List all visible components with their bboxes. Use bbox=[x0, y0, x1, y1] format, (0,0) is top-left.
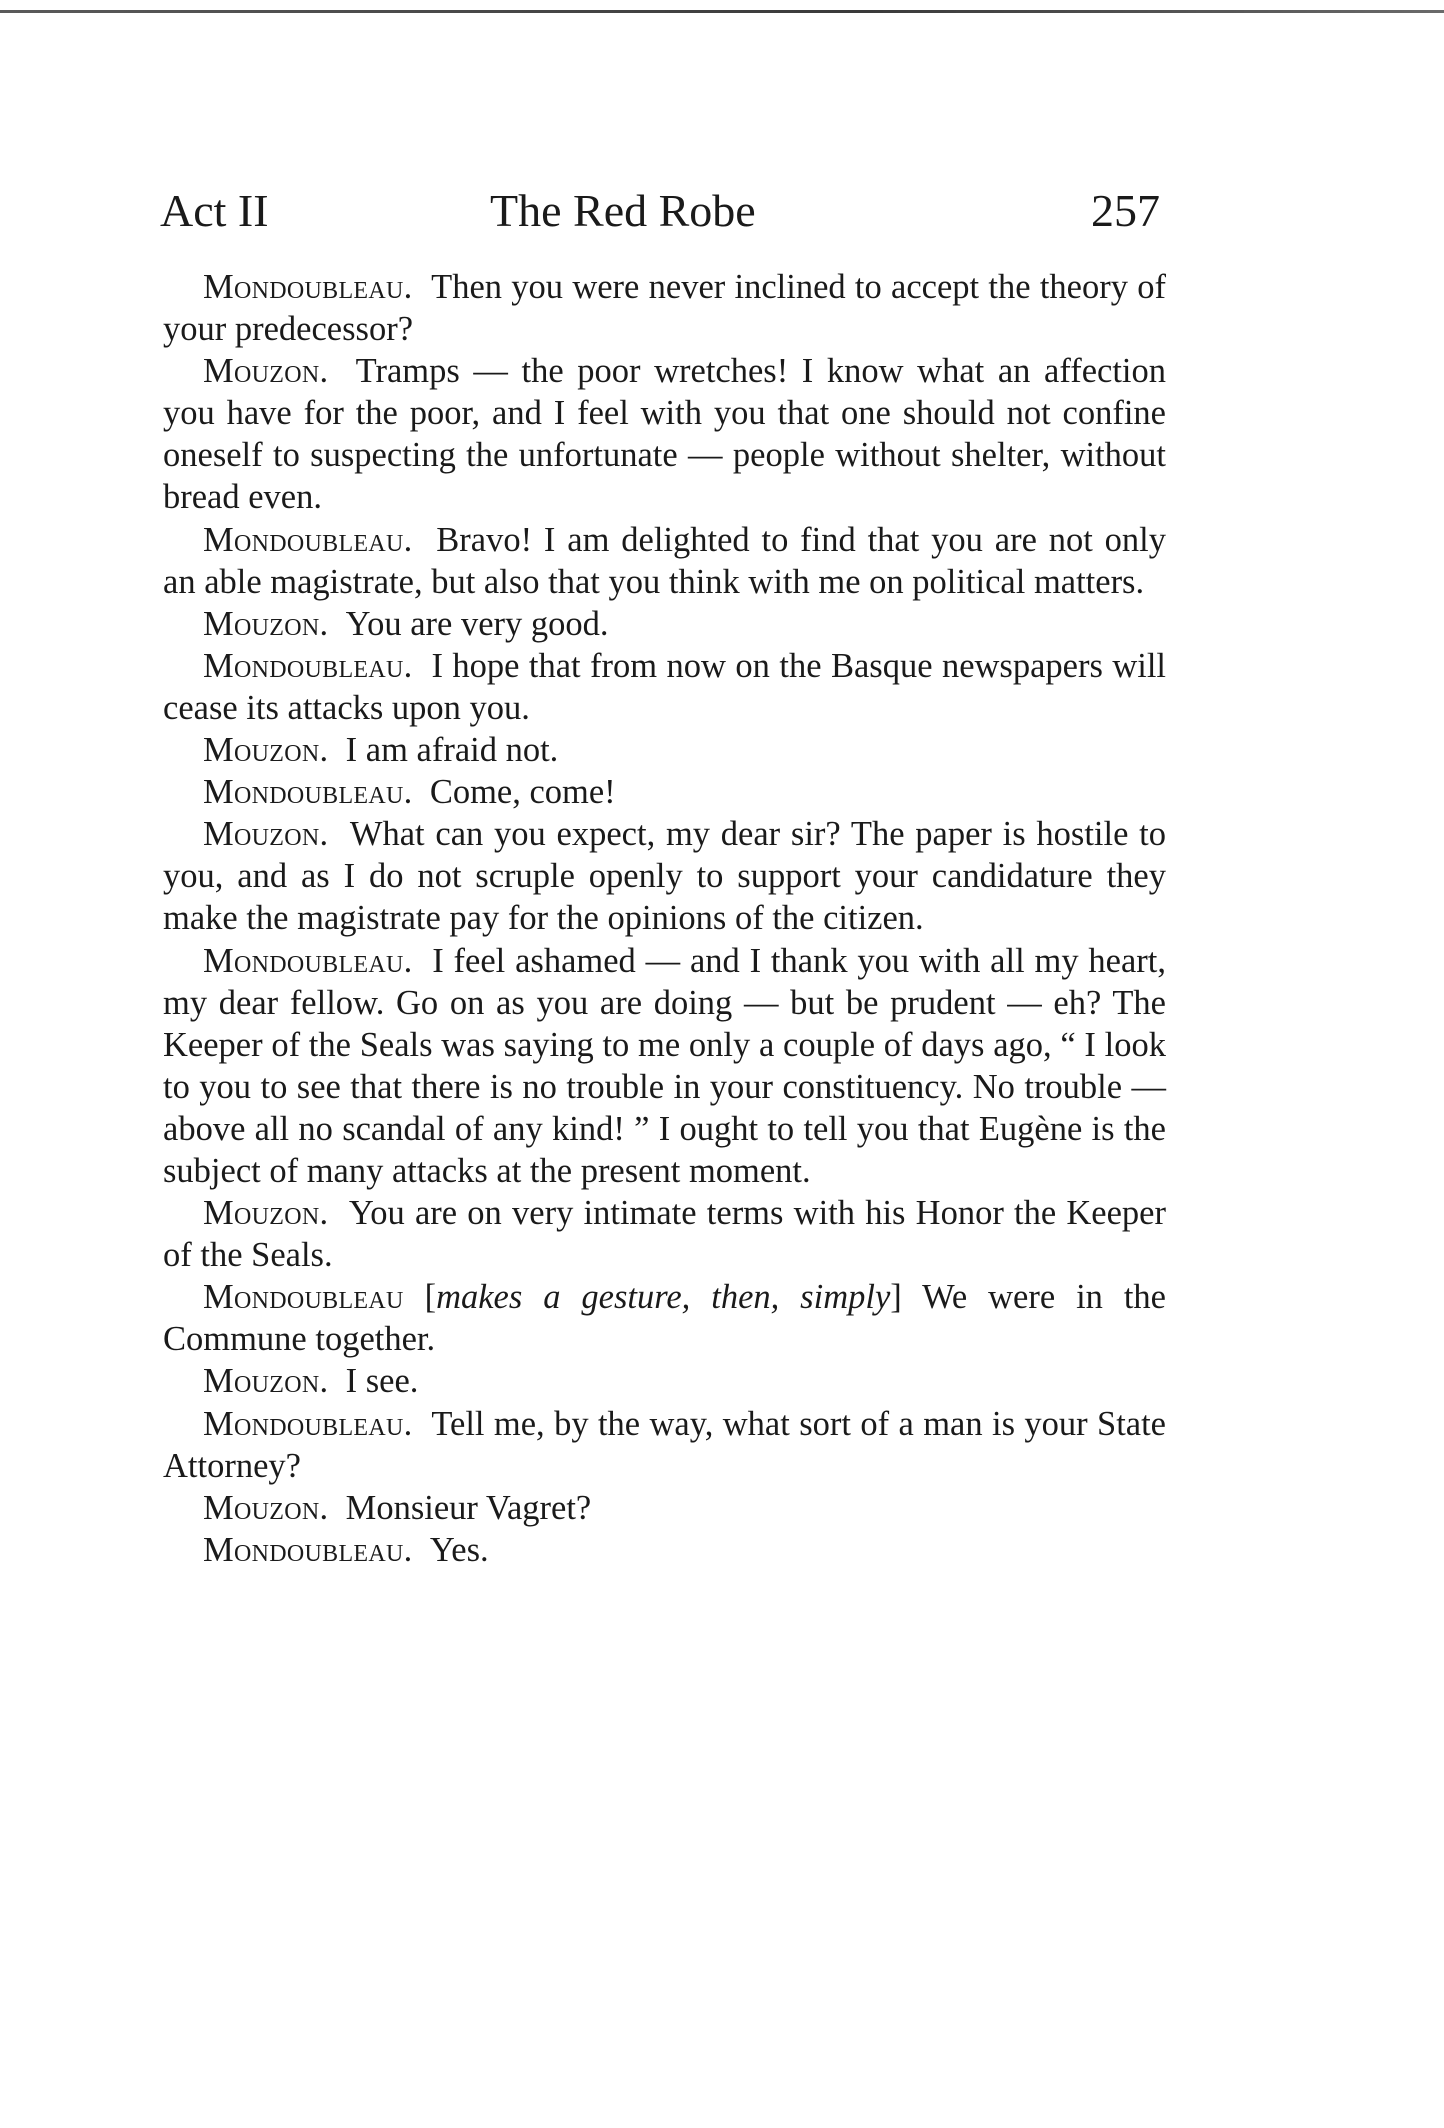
speaker-name: Mondoubleau. bbox=[203, 1530, 413, 1569]
speaker-name: Mouzon. bbox=[203, 731, 329, 770]
speech-text: What can you expect, my dear sir? The paper is hostile to you, and as I do not scruple openly to support your candidature they make the magistrate pay for the opinions of the citizen. bbox=[163, 815, 1167, 938]
speech-text: I feel ashamed — and I thank you with all my heart, my dear fellow. Go on as you are doing — but be prudent — eh? The Keeper of the Seals was saying to me only a couple of days ago, “ I look to you to see that there is no trouble in your constituency. No trouble — above all no scandal of any kind! ” I ought to tell you that Eugène is the subject of many attacks at the present moment. bbox=[163, 941, 1166, 1190]
speech bbox=[163, 645, 1166, 729]
speaker-name: Mouzon. bbox=[203, 1488, 329, 1527]
speaker-name: Mouzon. bbox=[203, 815, 329, 854]
speech bbox=[163, 266, 1166, 350]
speech-text: Yes. bbox=[429, 1530, 489, 1569]
speech bbox=[163, 519, 1166, 603]
speech bbox=[163, 1487, 1166, 1529]
speech-text: Monsieur Vagret? bbox=[345, 1488, 592, 1527]
speech bbox=[163, 1529, 1166, 1571]
speech-text: You are very good. bbox=[345, 604, 609, 643]
speaker-name: Mouzon. bbox=[203, 1194, 329, 1233]
speech-text: You are on very intimate terms with his Honor the Keeper of the Seals. bbox=[163, 1194, 1166, 1275]
speaker-name: Mondoubleau. bbox=[203, 520, 413, 559]
speaker-name: Mondoubleau. bbox=[203, 941, 413, 980]
speech bbox=[163, 729, 1166, 771]
speaker-name: Mondoubleau. bbox=[203, 646, 413, 685]
speech-text: I see. bbox=[345, 1362, 419, 1401]
speech bbox=[163, 771, 1166, 813]
speech bbox=[163, 350, 1166, 518]
running-header bbox=[160, 176, 1160, 246]
speech-text: Bravo! I am delighted to find that you are not only an able magistrate, but also that you think with me on political matters. bbox=[163, 520, 1167, 601]
speech bbox=[163, 1403, 1166, 1487]
top-rule bbox=[0, 10, 1444, 13]
speech bbox=[163, 813, 1166, 939]
speech bbox=[163, 1360, 1166, 1402]
speaker-name: Mouzon. bbox=[203, 352, 329, 391]
speaker-name: Mondoubleau. bbox=[203, 773, 413, 812]
speech-text: Tell me, by the way, what sort of a man is your State Attorney? bbox=[163, 1404, 1167, 1485]
speech-text: Tramps — the poor wretches! I know what an affection you have for the poor, and I feel with you that one should not confine oneself to suspecting the unfortunate — people without shelter, without bread even. bbox=[163, 352, 1166, 517]
stage-direction: makes a gesture, then, simply bbox=[436, 1278, 891, 1317]
speaker-name: Mondoubleau. bbox=[203, 268, 413, 306]
dialogue-body bbox=[163, 266, 1166, 1571]
speech bbox=[163, 940, 1166, 1193]
act-label: Act II bbox=[160, 185, 269, 236]
speaker-name: Mondoubleau bbox=[203, 1278, 404, 1317]
speech bbox=[163, 603, 1166, 645]
speaker-name: Mondoubleau. bbox=[203, 1404, 413, 1443]
speech-text: I am afraid not. bbox=[345, 731, 559, 770]
play-title: The Red Robe bbox=[490, 185, 756, 236]
speaker-name: Mouzon. bbox=[203, 604, 329, 643]
speech: Mondoubleau [makes a gesture, then, simply] We were in the Commune together. bbox=[163, 1278, 1166, 1359]
speech-text: We were in the Commune together. bbox=[163, 1278, 1166, 1359]
page-number: 257 bbox=[1091, 185, 1160, 236]
speech-text: I hope that from now on the Basque newspapers will cease its attacks upon you. bbox=[163, 646, 1167, 727]
speaker-name: Mouzon. bbox=[203, 1362, 329, 1401]
speech-text: Come, come! bbox=[429, 773, 616, 812]
speech bbox=[163, 1192, 1166, 1276]
speech-text: Then you were never inclined to accept the theory of your predecessor? bbox=[163, 268, 1166, 349]
